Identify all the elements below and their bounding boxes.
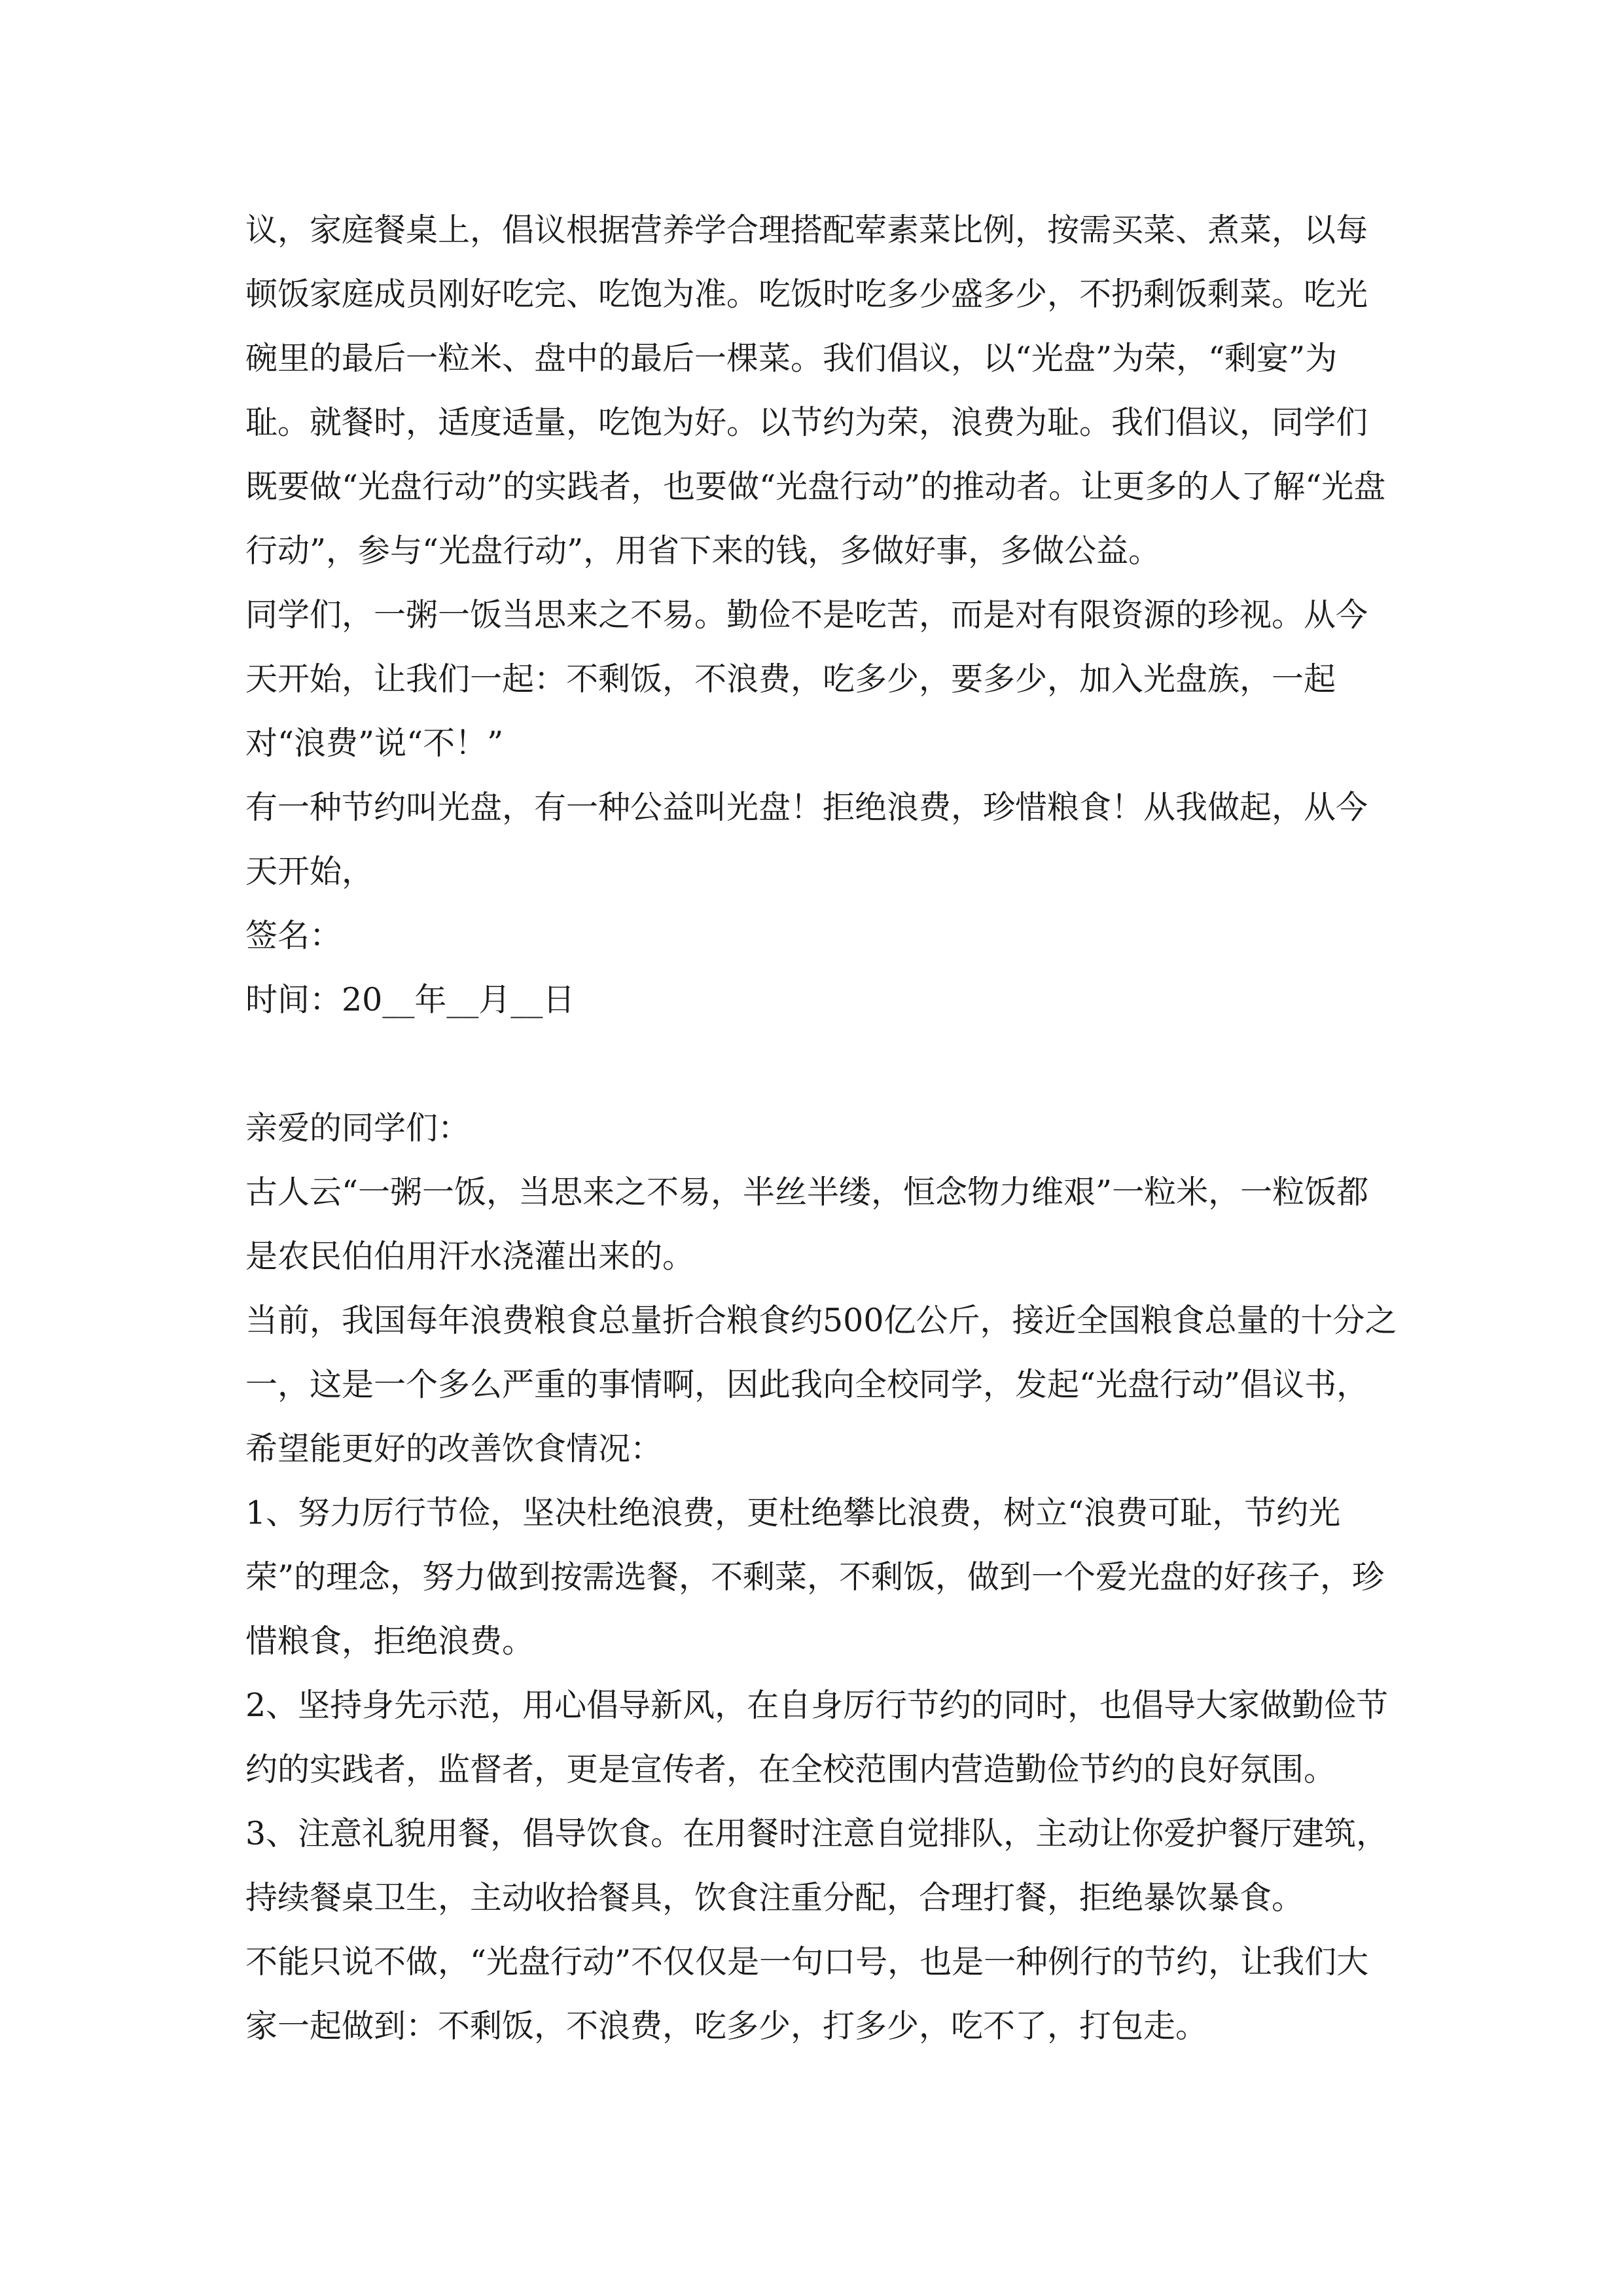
date-line: 时间：20__年__月__日 [245, 981, 575, 1018]
document-body [245, 198, 1397, 2058]
proposal-item-2: 2、坚持身先示范，用心倡导新风，在自身厉行节约的同时，也倡导大家做勤俭节约的实践者，监督者，更是宣传者，在全校范围内营造勤俭节约的良好氛围。 [245, 1687, 1389, 1788]
paragraph-slogan: 有一种节约叫光盘，有一种公益叫光盘！拒绝浪费，珍惜粮食！从我做起，从今天开始， [245, 789, 1368, 890]
signature-line: 签名： [245, 917, 342, 954]
proposal-item-3: 3、注意礼貌用餐，倡导饮食。在用餐时注意自觉排队，主动让你爱护餐厅建筑，持续餐桌卫生，主动收拾餐具，饮食注重分配，合理打餐，拒绝暴饮暴食。 [245, 1815, 1389, 1916]
paragraph-closing: 不能只说不做，“光盘行动”不仅仅是一句口号，也是一种例行的节约，让我们大家一起做到：不剩饭，不浪费，吃多少，打多少，吃不了，打包走。 [245, 1943, 1369, 2045]
paragraph-waste-statistics: 当前，我国每年浪费粮食总量折合粮食约500亿公斤，接近全国粮食总量的十分之一，这是一个多么严重的事情啊，因此我向全校同学，发起“光盘行动”倡议书，希望能更好的改善饮食情况： [245, 1302, 1397, 1467]
proposal-item-1: 1、努力厉行节俭，坚决杜绝浪费，更杜绝攀比浪费，树立“浪费可耻，节约光荣”的理念，努力做到按需选餐，不剩菜，不剩饭，做到一个爱光盘的好孩子，珍惜粮食，拒绝浪费。 [245, 1494, 1385, 1660]
section-spacer [245, 1032, 1397, 1096]
salutation: 亲爱的同学们： [245, 1109, 471, 1147]
paragraph-ancient-quote: 古人云“一粥一饭，当思来之不易，半丝半缕，恒念物力维艰”一粒米，一粒饭都是农民伯伯用汗水浇灌出来的。 [245, 1174, 1369, 1275]
paragraph-proposal-continuation: 议，家庭餐桌上，倡议根据营养学合理搭配荤素菜比例，按需买菜、煮菜，以每顿饭家庭成员刚好吃完、吃饱为准。吃饭时吃多少盛多少，不扔剩饭剩菜。吃光碗里的最后一粒米、盘中的最后一棵菜。我们倡议，以“光盘”为荣，“剩宴”为耻。就餐时，适度适量，吃饱为好。以节约为荣，浪费为耻。我们倡议，同学们既要做“光盘行动”的实践者，也要做“光盘行动”的推动者。让更多的人了解“光盘行动”，参与“光盘行动”，用省下来的钱，多做好事，多做公益。 [245, 211, 1386, 569]
paragraph-call-to-action: 同学们，一粥一饭当思来之不易。勤俭不是吃苦，而是对有限资源的珍视。从今天开始，让我们一起：不剩饭，不浪费，吃多少，要多少，加入光盘族，一起对“浪费”说“不！” [245, 596, 1368, 762]
